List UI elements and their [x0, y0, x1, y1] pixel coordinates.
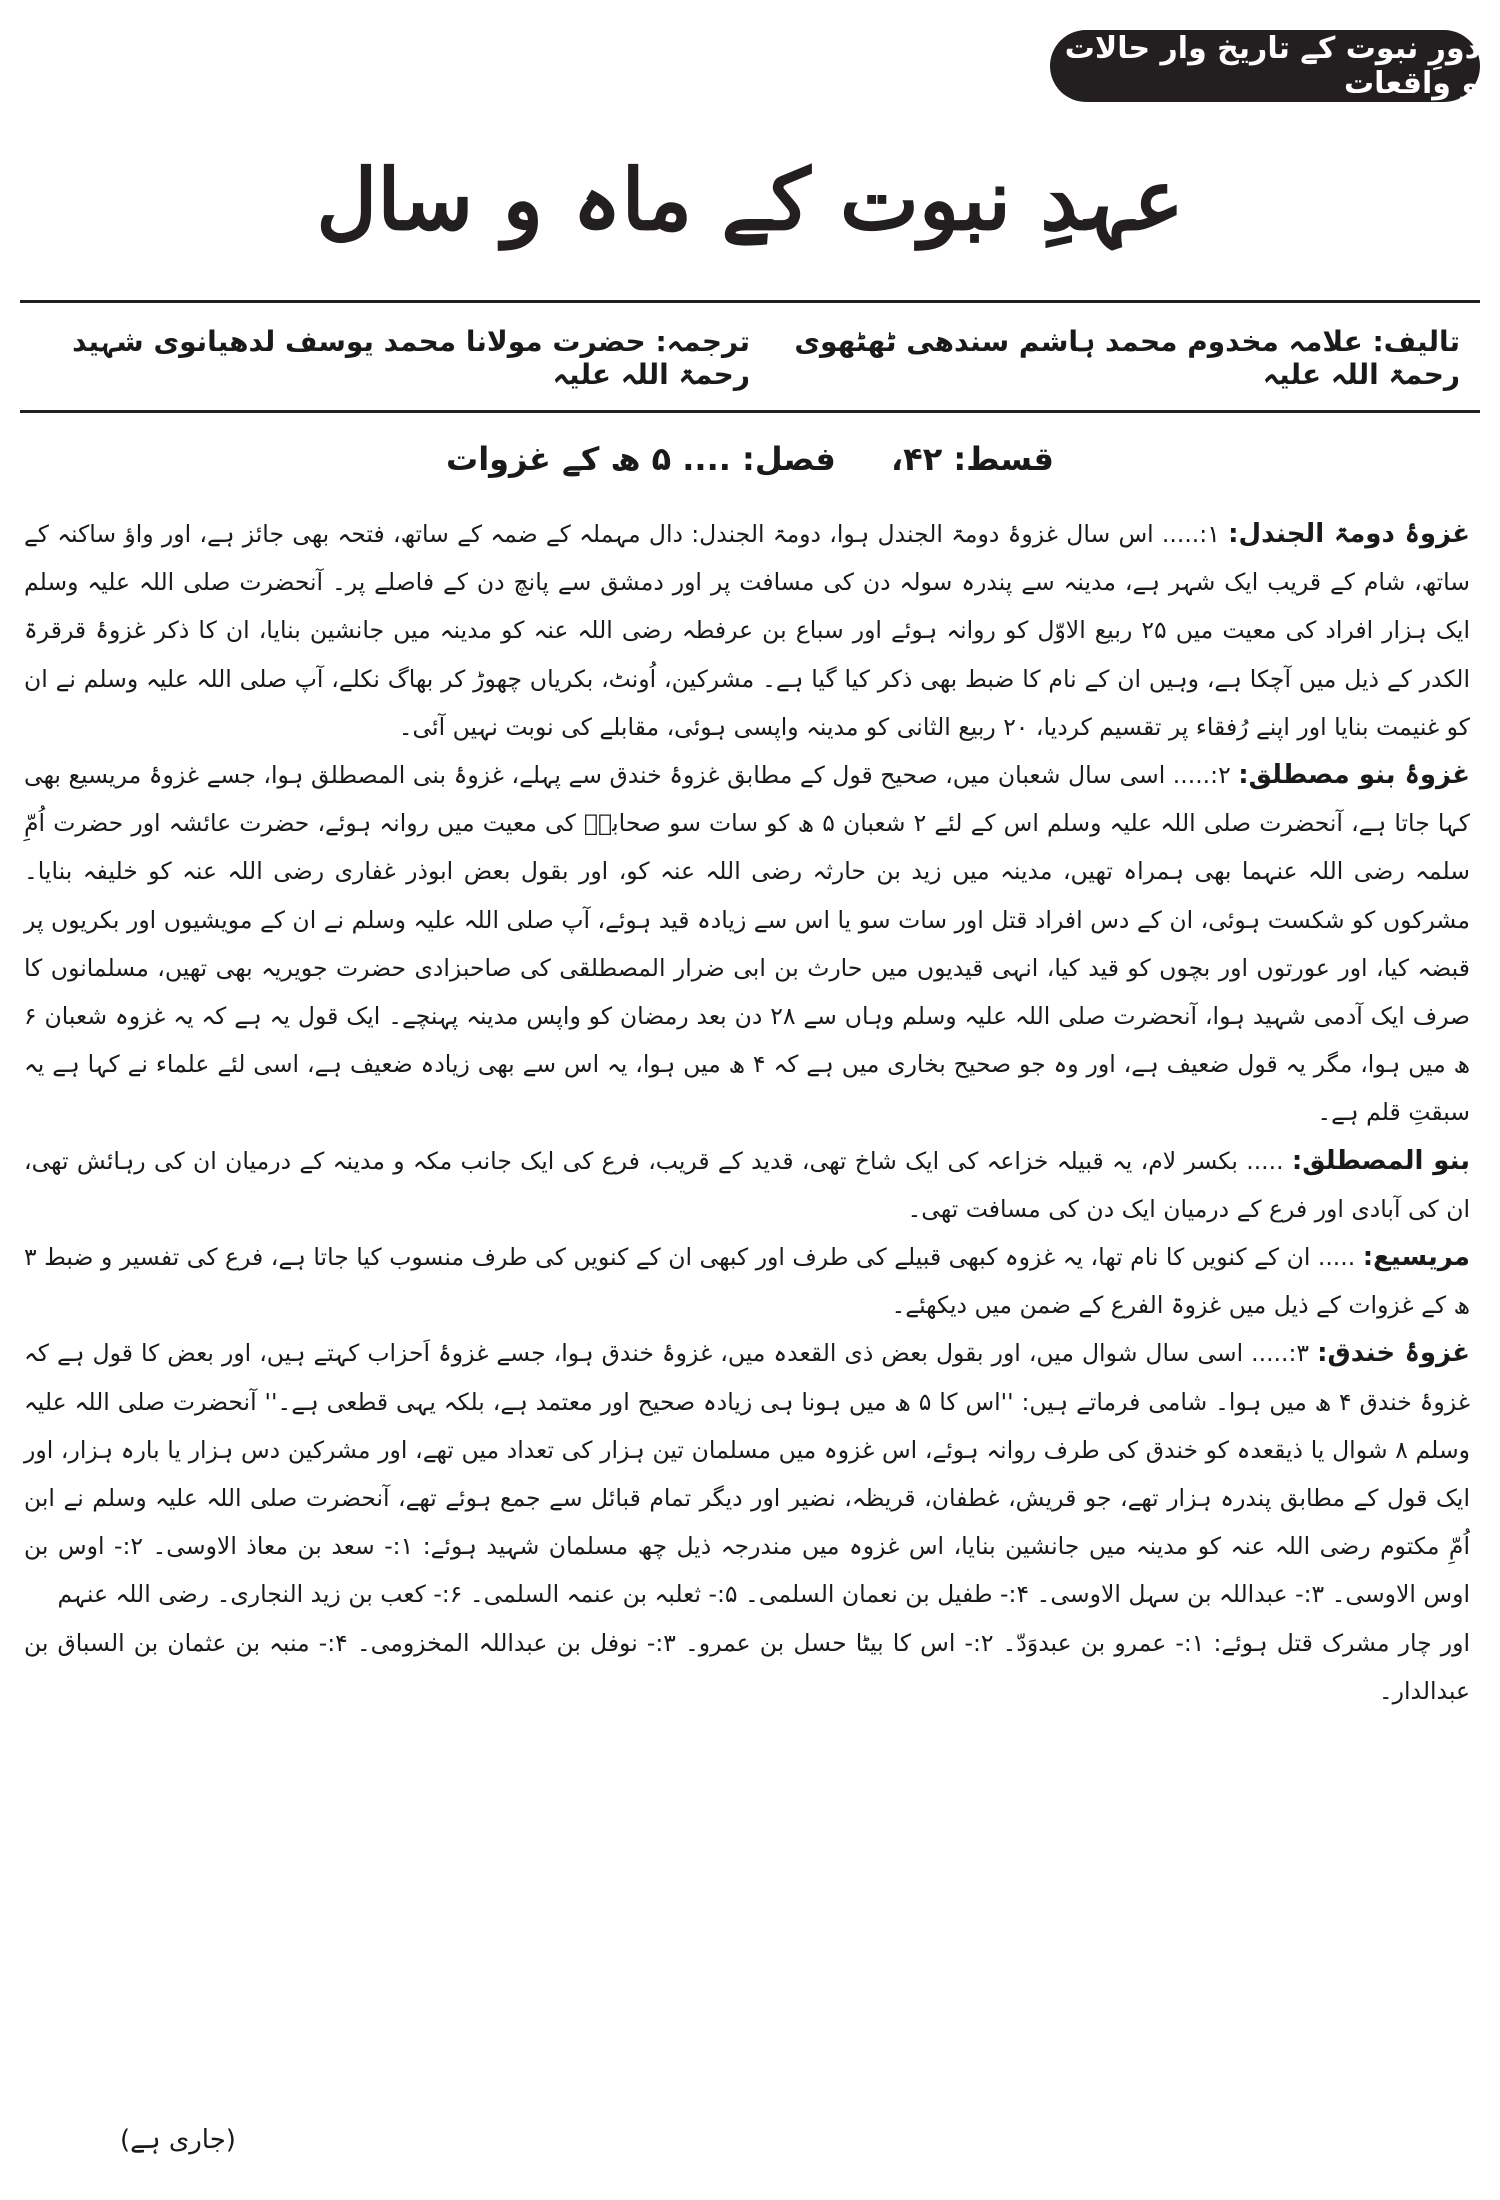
- paragraph-heading: غزوۂ دومۃ الجندل:: [1228, 519, 1470, 549]
- author-credit: تالیف: علامہ مخدوم محمد ہاشم سندھی ٹھٹھوی رحمۃ اللہ علیہ: [794, 325, 1460, 391]
- top-divider: [20, 300, 1480, 303]
- paragraph: [24, 1329, 1470, 1618]
- page-title: عہدِ نبوت کے ماہ و سال: [316, 150, 1184, 249]
- paragraph-heading: غزوۂ بنو مصطلق:: [1238, 760, 1470, 791]
- article-body: [24, 510, 1470, 1715]
- paragraph: [24, 1619, 1470, 1715]
- paragraph-text: ۱:..... اس سال غزوۂ دومۃ الجندل ہوا، دومۃ الجندل: دال مہملہ کے ضمہ کے ساتھ، فتحہ بھی جائز ہے، اور واؤ ساکنہ کے ساتھ، شام کے قریب ایک شہر ہے، مدینہ سے پندرہ سولہ دن کی مسافت پر اور دمشق سے پانچ دن کے فاصلے پر۔ آنحضرت صلی اللہ علیہ وسلم ایک ہزار افراد کی معیت میں ۲۵ ربیع الاوّل کو روانہ ہوئے اور سباع بن عرفطہ رضی اللہ عنہ کو مدینہ میں جانشین بنایا، ان کا ذکر غزوۂ قرقرۃ الکدر کے ذیل میں آچکا ہے، وہیں ان کے نام کا ضبط بھی ذکر کیا گیا ہے۔ مشرکین، اُونٹ، بکریاں چھوڑ کر بھاگ نکلے، آپ صلی اللہ علیہ وسلم نے ان کو غنیمت بنایا اور اپنے رُفقاء پر تقسیم کردیا، ۲۰ ربیع الثانی کو مدینہ واپسی ہوئی، مقابلے کی نوبت نہیں آئی۔: [24, 520, 1470, 741]
- paragraph: [24, 510, 1470, 751]
- continued-note: (جاری ہے): [120, 2125, 236, 2155]
- installment-label: قسط: ۴۲،: [891, 440, 1054, 478]
- series-label: دورِ نبوت کے تاریخ وار حالات و واقعات: [1064, 31, 1480, 101]
- paragraph-heading: غزوۂ خندق:: [1317, 1338, 1470, 1369]
- paragraph-text: ۲:..... اسی سال شعبان میں، صحیح قول کے مطابق غزوۂ خندق سے پہلے، غزوۂ بنی المصطلق ہوا، جسے غزوۂ مریسیع بھی کہا جاتا ہے، آنحضرت صلی اللہ علیہ وسلم اس کے لئے ۲ شعبان ۵ ھ کو سات سو صحابہؓ کی معیت میں روانہ ہوئے، حضرت عائشہ اور حضرت اُمِّ سلمہ رضی اللہ عنہما بھی ہمراہ تھیں، مدینہ میں زید بن حارثہ رضی اللہ عنہ کو، اور بقول بعض ابوذر غفاری رضی اللہ عنہ کو خلیفہ بنایا۔ مشرکوں کو شکست ہوئی، ان کے دس افراد قتل اور سات سو یا اس سے زیادہ قید ہوئے، آپ صلی اللہ علیہ وسلم نے ان کے مویشیوں اور بکریوں پر قبضہ کیا، اور عورتوں اور بچوں کو قید کیا، انہی قیدیوں میں حارث بن ابی ضرار المصطلقی کی صاحبزادی حضرت جویریہ بھی تھیں، مسلمانوں کا صرف ایک آدمی شہید ہوا، آنحضرت صلی اللہ علیہ وسلم وہاں سے ۲۸ دن بعد رمضان کو واپس مدینہ پہنچے۔ ایک قول یہ ہے کہ یہ غزوہ شعبان ۶ ھ میں ہوا، مگر یہ قول ضعیف ہے، اور وہ جو صحیح بخاری میں ہے کہ ۴ ھ میں ہوا، یہ اس سے بھی زیادہ ضعیف ہے، اسی لئے علماء نے کہا ہے یہ سبقتِ قلم ہے۔: [24, 761, 1470, 1127]
- bottom-divider: [20, 410, 1480, 413]
- paragraph-text: ..... ان کے کنویں کا نام تھا، یہ غزوہ کبھی قبیلے کی طرف اور کبھی ان کے کنویں کی طرف منسوب کیا جاتا ہے، فرع کی تفسیر و ضبط ۳ ھ کے غزوات کے ذیل میں غزوۃ الفرع کے ضمن میں دیکھئے۔: [24, 1243, 1470, 1320]
- paragraph-text: ..... بکسر لام، یہ قبیلہ خزاعہ کی ایک شاخ تھی، قدید کے قریب، فرع کی ایک جانب مکہ و مدینہ کے درمیان ان کی رہائش تھی، ان کی آبادی اور فرع کے درمیان ایک دن کی مسافت تھی۔: [24, 1146, 1470, 1223]
- paragraph: [24, 751, 1470, 1137]
- paragraph: [24, 1137, 1470, 1233]
- chapter-label: فصل: .... ۵ ھ کے غزوات: [446, 440, 836, 478]
- series-badge: [1050, 30, 1480, 102]
- paragraph-heading: بنو المصطلق:: [1291, 1145, 1470, 1176]
- paragraph: [24, 1233, 1470, 1329]
- section-heading: [0, 440, 1500, 478]
- paragraph-heading: مریسیع:: [1362, 1242, 1470, 1273]
- paragraph-text: اور چار مشرک قتل ہوئے: ۱:- عمرو بن عبدوَدّ۔ ۲:- اس کا بیٹا حسل بن عمرو۔ ۳:- نوفل بن عبداللہ المخزومی۔ ۴:- منبہ بن عثمان بن السباق بن عبدالدار۔: [24, 1628, 1470, 1705]
- paragraph-text: ۳:..... اسی سال شوال میں، اور بقول بعض ذی القعدہ میں، غزوۂ خندق ہوا، جسے غزوۂ اَحزاب کہتے ہیں، اور بعض کا قول ہے کہ غزوۂ خندق ۴ ھ میں ہوا۔ شامی فرماتے ہیں: ''اس کا ۵ ھ میں ہونا ہی زیادہ صحیح اور معتمد ہے، بلکہ یہی قطعی ہے۔'' آنحضرت صلی اللہ علیہ وسلم ۸ شوال یا ذیقعدہ کو خندق کی طرف روانہ ہوئے، اس غزوہ میں مسلمان تین ہزار کی تعداد میں تھے، اور مشرکین دس ہزار یا بارہ ہزار، اور ایک قول کے مطابق پندرہ ہزار تھے، جو قریش، غطفان، قریظہ، نضیر اور دیگر تمام قبائل سے جمع ہوئے تھے، آنحضرت صلی اللہ علیہ وسلم نے ابن اُمِّ مکتوم رضی اللہ عنہ کو مدینہ میں جانشین بنایا، اس غزوہ میں مندرجہ ذیل چھ مسلمان شہید ہوئے: ۱:- سعد بن معاذ الاوسی۔ ۲:- اوس بن اوس الاوسی۔ ۳:- عبداللہ بن سہل الاوسی۔ ۴:- طفیل بن نعمان السلمی۔ ۵:- ثعلبہ بن عنمہ السلمی۔ ۶:- کعب بن زید النجاری۔ رضی اللہ عنہم: [24, 1339, 1470, 1609]
- credits-bar: [30, 318, 1460, 398]
- translator-credit: ترجمہ: حضرت مولانا محمد یوسف لدھیانوی شہید رحمۃ اللہ علیہ: [72, 325, 750, 391]
